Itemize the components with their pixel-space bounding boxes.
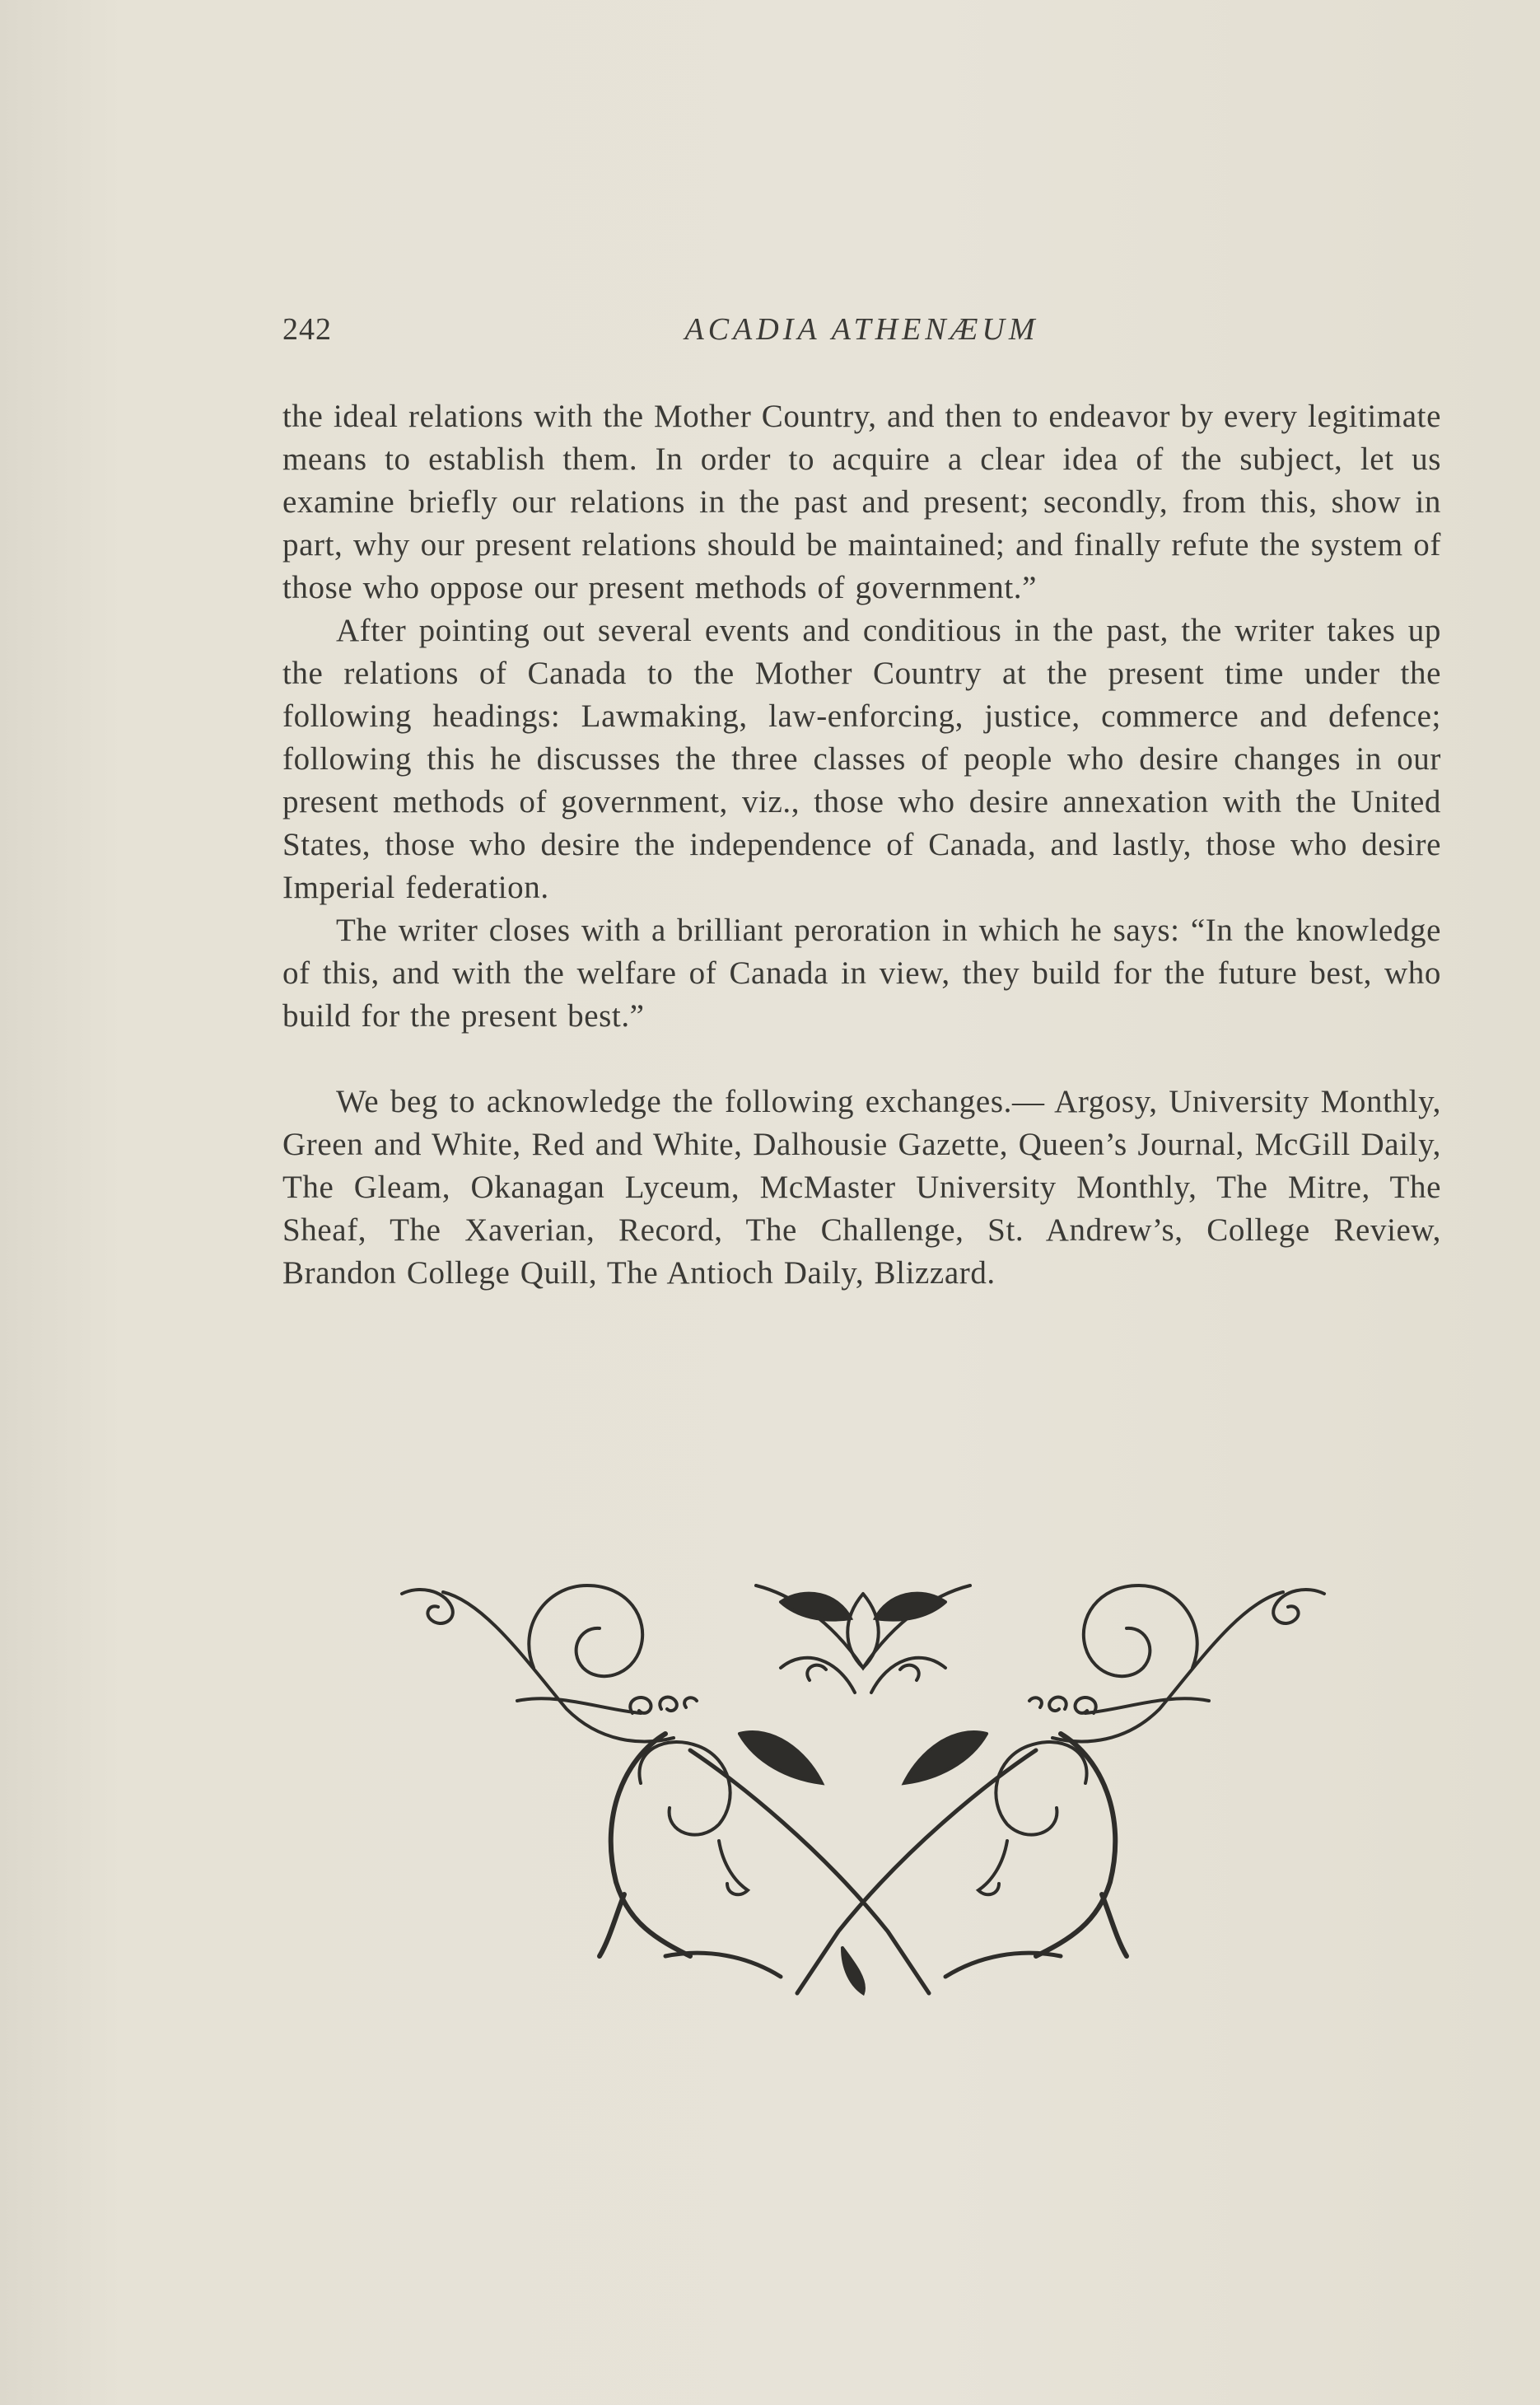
paragraph-peroration: The writer closes with a brilliant peroration in which he says: “In the knowledge of this, and with the welfare of Canada in view, they build for the future best, who build for the present best.” <box>282 913 1441 1034</box>
paragraph-continuation: the ideal relations with the Mother Country, and then to endeavor by every legitimate means to establish them. In order to acquire a clear idea of the subject, let us examine briefly our relations in the past and present; secondly, from this, show in part, why our present relations should be maintained; and finally refute the system of those who oppose our present methods of government.” <box>282 399 1441 605</box>
page-number: 242 <box>282 312 332 347</box>
scroll-ornament-icon <box>394 1569 1332 1997</box>
article-body <box>282 395 1441 1295</box>
page-header <box>282 311 1441 353</box>
paragraph-relations: After pointing out several events and conditious in the past, the writer takes up the relations of Canada to the Mother Country at the present time under the following headings: Lawmaking, law-enforcing, justice, commerce and defence; following this he discusses the three classes of people who desire changes in our present methods of government, viz., those who desire annexation with the United States, those who desire the independence of Canada, and lastly, those who desire Imperial federation. <box>282 613 1441 905</box>
running-title: ACADIA ATHENÆUM <box>684 312 1039 347</box>
ornament-strokes <box>402 1585 1324 1993</box>
paragraph-exchanges: We beg to acknowledge the following exchanges.— Argosy, University Monthly, Green and White, Red and White, Dalhousie Gazette, Queen’s Journal, McGill Daily, The Gleam, Okanagan Lyceum, McMaster University Monthly, The Mitre, The Sheaf, The Xaverian, Record, The Challenge, St. Andrew’s, College Review, Brandon College Quill, The Antioch Daily, Blizzard. <box>282 1084 1441 1291</box>
